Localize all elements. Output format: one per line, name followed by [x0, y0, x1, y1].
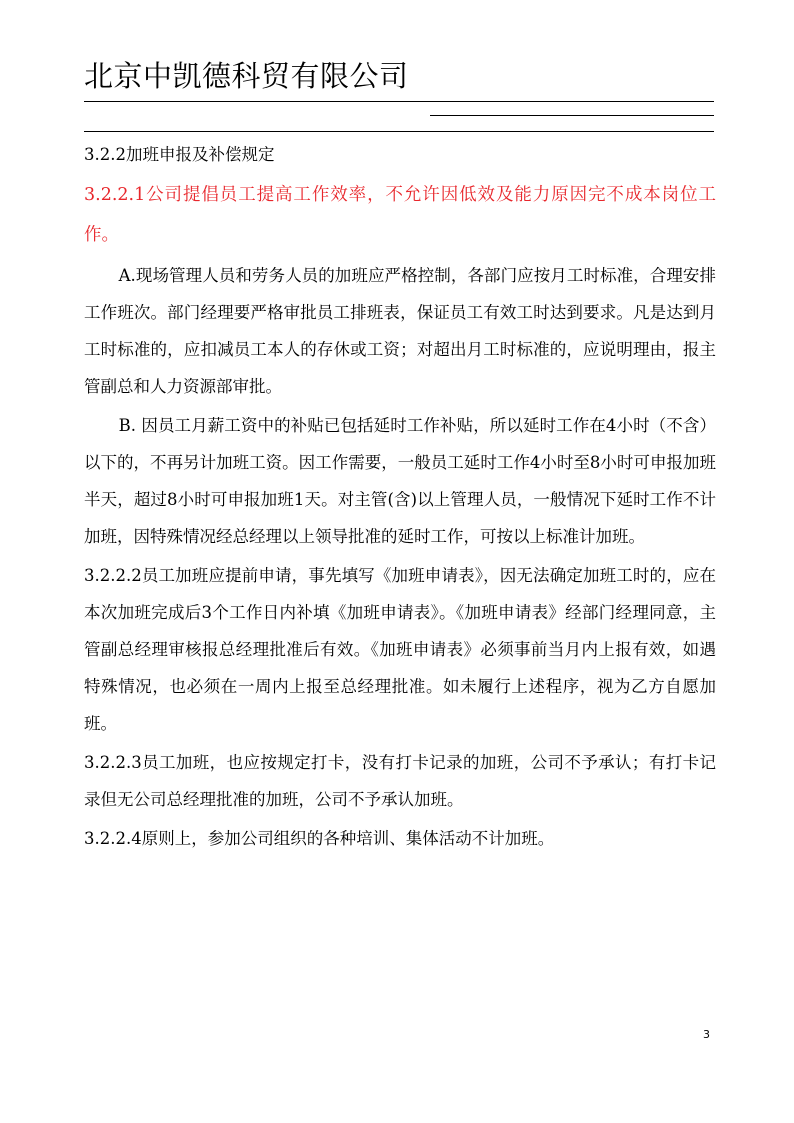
header-divider-short — [430, 115, 714, 116]
section-title: 3.2.2加班申报及补偿规定 — [84, 145, 275, 164]
paragraph-b: B. 因员工月薪工资中的补贴已包括延时工作补贴，所以延时工作在4小时（不含）以下的，不再另计加班工资。因工作需要，一般员工延时工作4小时至8小时可申报加班半天，超过8小时可申报加班1天。对主管(含)以上管理人员，一般情况下延时工作不计加班，因特殊情况经总经理以上领导批准的延时工作，可按以上标准计加班。 — [84, 416, 716, 546]
company-header: 北京中凯德科贸有限公司 — [84, 59, 409, 93]
clause-3-2-2-4: 3.2.2.4原则上，参加公司组织的各种培训、集体活动不计加班。 — [84, 829, 555, 848]
header-divider-top — [84, 101, 714, 102]
clause-3-2-2-2: 3.2.2.2员工加班应提前申请，事先填写《加班申请表》，因无法确定加班工时的，应在本次加班完成后3个工作日内补填《加班申请表》。《加班申请表》经部门经理同意，主管副总经理审核报总经理批准后有效。《加班申请表》必须事前当月内上报有效，如遇特殊情况，也必须在一周内上报至总经理批准。如未履行上述程序，视为乙方自愿加班。 — [84, 566, 716, 733]
document-body — [84, 136, 716, 859]
clause-3-2-2-3: 3.2.2.3员工加班，也应按规定打卡，没有打卡记录的加班，公司不予承认；有打卡记录但无公司总经理批准的加班，公司不予承认加班。 — [84, 753, 716, 809]
page-number: 3 — [703, 1028, 710, 1041]
paragraph-a: A.现场管理人员和劳务人员的加班应严格控制，各部门应按月工时标准，合理安排工作班次。部门经理要严格审批员工排班表，保证员工有效工时达到要求。凡是达到月工时标准的，应扣减员工本人的存休或工资；对超出月工时标准的，应说明理由，报主管副总和人力资源部审批。 — [84, 266, 716, 396]
highlight-clause: 3.2.2.1公司提倡员工提高工作效率，不允许因低效及能力原因完不成本岗位工作。 — [84, 185, 716, 245]
header-divider-bottom — [84, 131, 714, 132]
